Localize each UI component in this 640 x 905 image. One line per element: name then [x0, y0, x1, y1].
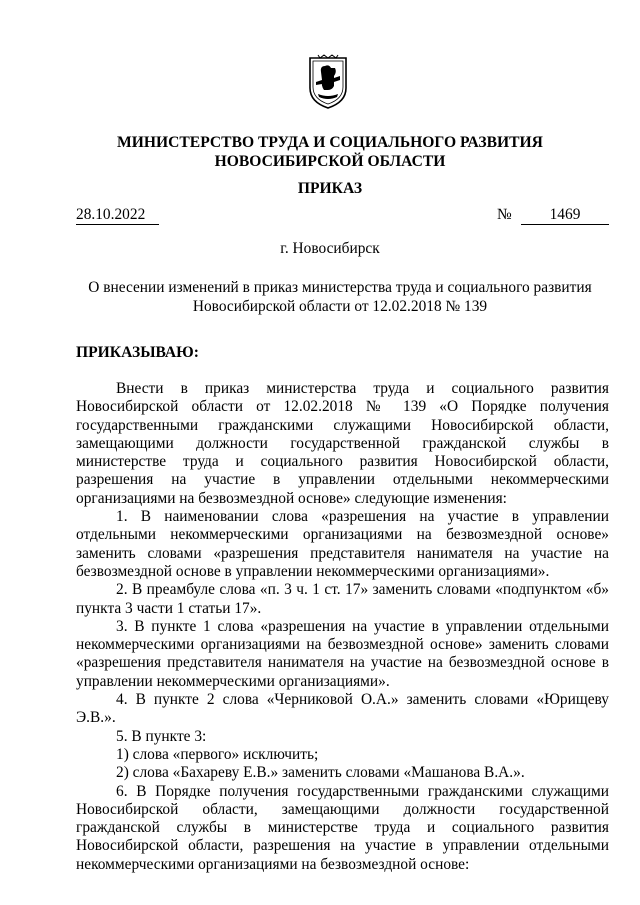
city: г. Новосибирск — [280, 240, 380, 257]
subject-line-2: Новосибирской области от 12.02.2018 № 139 — [192, 298, 488, 315]
number-sign: № — [497, 206, 512, 223]
body-paragraph: 2. В преамбуле слова «п. 3 ч. 1 ст. 17» заменить словами «подпунктом «б» пункта 3 части 1 статьи 17». — [76, 581, 609, 617]
ministry-name — [60, 133, 600, 171]
body-paragraph: 3. В пункте 1 слова «разрешения на участие в управлении отдельными некоммерческими организациями на безвозмездной основе» заменить словами «разрешения представителя нанимателя на участие на безвозмездной основе в управлении некоммерческими организациями». — [76, 617, 609, 690]
order-number: 1469 — [521, 206, 609, 225]
order-body — [76, 380, 609, 874]
body-paragraph: 1) слова «первого» исключить; — [116, 745, 319, 763]
body-paragraph: Внести в приказ министерства труда и социального развития Новосибирской области от 12.02.2018 № 139 «О Порядке получения государственными гражданскими служащими Новосибирской области, замещающими должности государственной гражданской службы в министерстве труда и социального развития Новосибирской области, разрешения на участие в управлении отдельными некоммерческими организациями на безвозмездной основе» следующие изменения: — [76, 380, 609, 507]
coat-of-arms-emblem — [304, 54, 352, 110]
body-paragraph: 1. В наименовании слова «разрешения на участие в управлении отдельными некоммерческими организациями на безвозмездной основе» заменить словами «разрешения представителя нанимателя на участие на безвозмездной основе в управлении некоммерческими организациями». — [76, 508, 609, 580]
document-type: ПРИКАЗ — [297, 180, 363, 197]
ministry-line-2: НОВОСИБИРСКОЙ ОБЛАСТИ — [214, 153, 446, 170]
body-paragraph: 4. В пункте 2 слова «Черниковой О.А.» заменить словами «Юрищеву Э.В.». — [76, 691, 609, 727]
body-paragraph: 2) слова «Бахареву Е.В.» заменить словами «Машанова В.А.». — [116, 764, 525, 782]
body-paragraph: 6. В Порядке получения государственными гражданскими служащими Новосибирской области, замещающими должности государственной гражданской службы в министерстве труда и социального развития Новосибирской области, разрешения на участие в управлении отдельными некоммерческими организациями на безвозмездной основе: — [76, 782, 609, 873]
order-directive: ПРИКАЗЫВАЮ: — [76, 344, 199, 361]
body-paragraph: 5. В пункте 3: — [116, 727, 207, 745]
order-subject — [70, 278, 610, 316]
subject-line-1: О внесении изменений в приказ министерства труда и социального развития — [88, 279, 592, 296]
order-date: 28.10.2022 — [76, 206, 159, 225]
ministry-line-1: МИНИСТЕРСТВО ТРУДА И СОЦИАЛЬНОГО РАЗВИТИЯ — [117, 134, 543, 151]
